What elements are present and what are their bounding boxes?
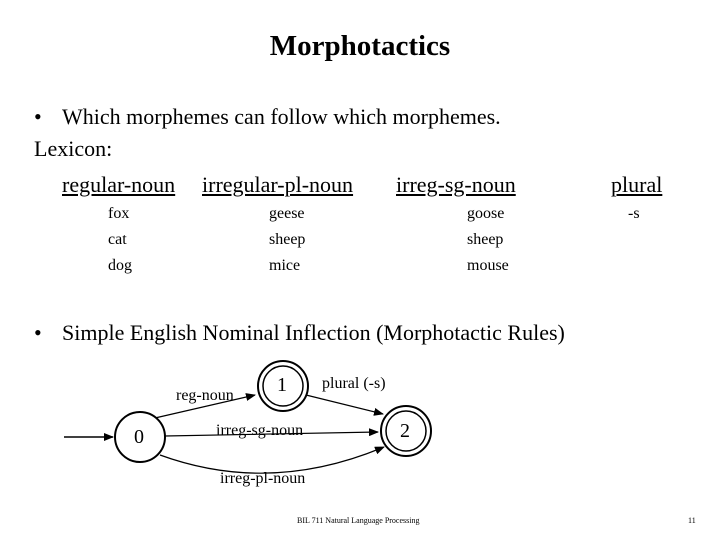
lexicon-header-irregular-pl-noun: irregular-pl-noun: [202, 172, 354, 197]
lexicon-item: mice: [269, 257, 301, 274]
arc-label-plural: plural (-s): [322, 375, 386, 392]
page-number: 11: [688, 516, 696, 525]
slide-title: Morphotactics: [269, 30, 451, 62]
lexicon-header-irreg-sg-noun: irreg-sg-noun: [396, 172, 516, 197]
bullet-marker: •: [34, 104, 42, 129]
bullet-1-text: Which morphemes can follow which morphemes.: [62, 104, 501, 129]
lexicon-item: sheep: [269, 231, 306, 248]
lexicon-header-regular-noun: regular-noun: [62, 172, 176, 197]
arc-label-reg-noun: reg-noun: [176, 387, 234, 404]
arc-label-irreg-sg-noun: irreg-sg-noun: [216, 422, 304, 439]
lexicon-item: mouse: [467, 257, 509, 274]
state-0-label: 0: [134, 426, 144, 448]
lexicon-item: sheep: [467, 231, 504, 248]
lexicon-header-plural: plural: [611, 172, 663, 197]
bullet-marker: •: [34, 320, 42, 345]
lexicon-item: geese: [269, 205, 305, 222]
lexicon-item: goose: [467, 205, 505, 222]
footer-text: BIL 711 Natural Language Processing: [297, 516, 420, 525]
lexicon-item: fox: [108, 205, 130, 222]
lexicon-item: dog: [108, 257, 132, 274]
arc-plural: [306, 395, 383, 414]
lexicon-item: -s: [628, 205, 640, 222]
state-2-label: 2: [400, 420, 410, 442]
lexicon-label: Lexicon:: [34, 136, 113, 161]
bullet-2-text: Simple English Nominal Inflection (Morphotactic Rules): [62, 320, 565, 345]
state-1-label: 1: [277, 374, 287, 396]
lexicon-item: cat: [108, 231, 127, 248]
arc-label-irreg-pl-noun: irreg-pl-noun: [220, 470, 306, 487]
